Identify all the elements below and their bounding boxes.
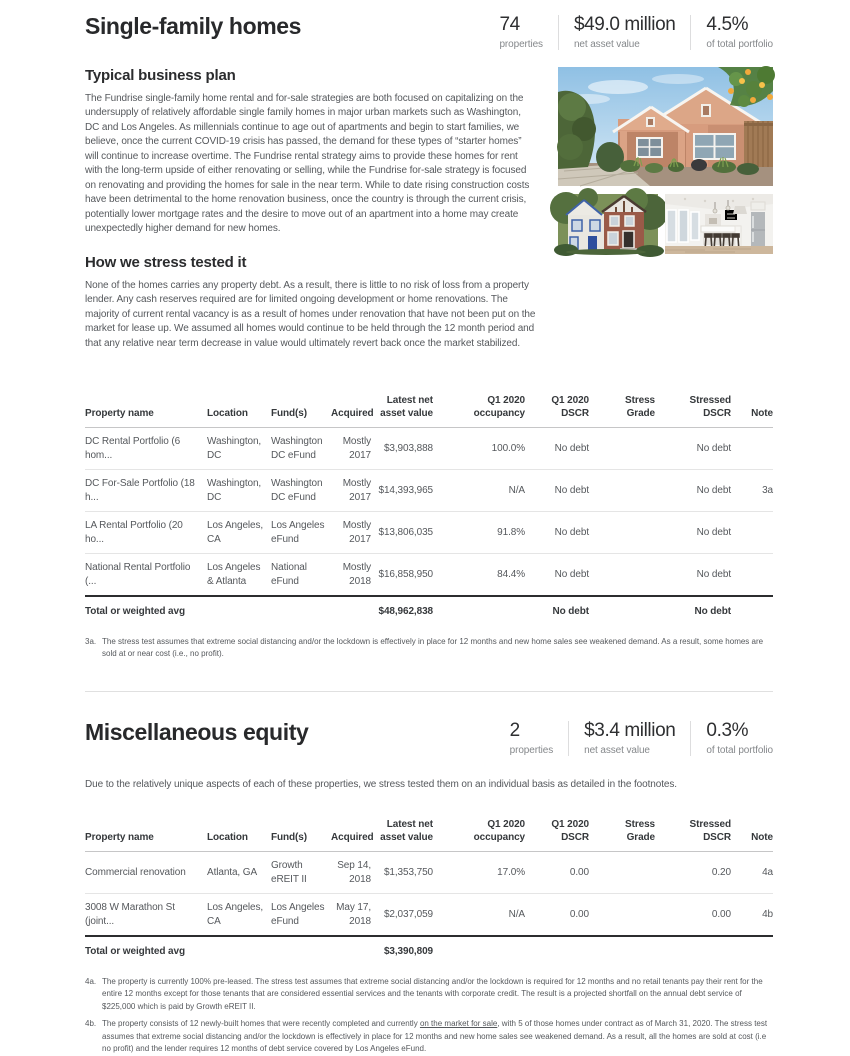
- stats-row: [510, 721, 773, 756]
- stat-value: 2: [509, 719, 520, 741]
- total-cell: [737, 936, 773, 963]
- table-cell: [595, 512, 661, 554]
- market-for-sale-link[interactable]: on the market for sale: [419, 1019, 498, 1029]
- footnote-text: The property is currently 100% pre-leased. The stress test assumes that extreme social distancing and/or the lockdown is required for 12 months and no retail tenants pay their rent for the entire 12 months except for those tenants that are considered essential services and the tenants with corporate credit. The result is a projected shortfall on the annual debt service of $225,000 which is paid by Growth eREIT II.: [102, 976, 763, 1011]
- stat-portfolio-percent: [690, 15, 773, 50]
- total-cell: [331, 936, 377, 963]
- column-header: Q1 2020 DSCR: [531, 390, 595, 428]
- footnote-text-post: , with 5 of those homes under contract as of March 31, 2020. The stress test assumes that extreme social distancing and/or the lockdown is effectively in place for 12 months and new home sales see weakened demand. As a result, all the homes are sold at cost (i.e no profit) and the lender requires 12 months of debt service covered by Los Angeles eFund.: [102, 1019, 768, 1054]
- stat-value: 0.3%: [706, 719, 749, 741]
- table-cell: $16,858,950: [378, 569, 433, 581]
- single-family-house-photo: [558, 67, 773, 186]
- column-header: Acquired: [331, 390, 377, 428]
- stat-value: $3.4 million: [584, 719, 676, 741]
- table-cell: No debt: [661, 470, 737, 512]
- table-cell: No debt: [531, 512, 595, 554]
- stress-test-paragraph: None of the homes carries any property debt. As a result, there is little to no risk of loss from a property lender. Any cash reserves required are for limited ongoing development or home renovations. The majority of current rental vacancy is as a result of homes under renovation that have not been put on the market for lease up. We assumed all homes would continue to be held through the 12 month period and that any relative near term decrease in value would ultimately revert back once the market stabilized.: [85, 279, 536, 349]
- kitchen-photo: [665, 194, 773, 254]
- total-cell: [595, 596, 661, 623]
- stat-properties: [510, 721, 568, 756]
- stat-label: net asset value: [584, 744, 650, 756]
- table-row: [85, 512, 773, 554]
- table-cell: Washington DC eFund: [271, 428, 331, 470]
- table-cell: National Rental Portfolio (...: [85, 562, 191, 587]
- table-cell: [595, 554, 661, 597]
- table-cell: Washington DC eFund: [271, 470, 331, 512]
- table-cell: Washington, DC: [207, 428, 271, 470]
- table-cell: 17.0%: [439, 852, 531, 894]
- column-header: Property name: [85, 814, 207, 852]
- section-divider: [85, 691, 773, 692]
- column-header: Acquired: [331, 814, 377, 852]
- business-plan-paragraph: The Fundrise single-family home rental and for-sale strategies are both focused on capitalizing on the undersupply of relatively affordable single family homes in major urban markets such as Washington, DC and Los Angeles. As millennials continue to age out of apartments and begin to start families, we believe, once the current COVID-19 crisis has passed, the demand for these types of “starter homes” will continue to increase overtime. The Fundrise rental strategy aims to provide these homes for rent with the long-term upside of either renovating or selling, while the Fundrise for-sale strategy is focused on renovating and providing the homes for sale in the near term. While to date rising construction costs have been detrimental to the home renovation business, once the country is through the current crisis, potentially lower mortgage rates and the desire to move out of an apartment into a home may create unexpectedly higher demand for new homes.: [85, 92, 530, 235]
- table-cell: Los Angeles, CA: [207, 512, 271, 554]
- table-cell: LA Rental Portfolio (20 ho...: [85, 512, 207, 554]
- section-title: Single-family homes: [85, 13, 302, 39]
- table-cell: 4a: [737, 852, 773, 894]
- table-cell: Mostly 2017: [331, 512, 377, 554]
- table-cell: 3008 W Marathon St (joint...: [85, 902, 175, 927]
- table-cell: Mostly 2017: [331, 428, 377, 470]
- total-cell: No debt: [661, 596, 737, 623]
- table-cell: 3a: [737, 470, 773, 512]
- table-cell: Sep 14, 2018: [331, 852, 377, 894]
- table-cell: No debt: [696, 569, 731, 581]
- table-cell: Los Angeles eFund: [271, 512, 331, 554]
- table-cell: Commercial renovation: [85, 852, 207, 894]
- column-header: Latest net asset value: [377, 814, 439, 852]
- table-cell: [737, 554, 773, 597]
- total-cell: [271, 936, 331, 963]
- tudor-house-photo: [558, 194, 658, 254]
- business-plan-heading: Typical business plan: [85, 66, 236, 84]
- table-cell: Los Angeles eFund: [271, 902, 325, 927]
- footnote-id: 3a.: [85, 636, 97, 646]
- table-cell: 0.00: [531, 852, 595, 894]
- column-header: Location: [207, 390, 271, 428]
- stat-net-asset-value: [558, 15, 690, 50]
- footnote-text: The stress test assumes that extreme social distancing and/or the lockdown is effectively in place for 12 months and new home sales see weakened demand. As a result, some homes are sold at or near cost (i.e., no profit).: [102, 636, 764, 659]
- column-header: Stress Grade: [595, 390, 661, 428]
- table-cell: 91.8%: [439, 512, 531, 554]
- footnote-text-pre: The property consists of 12 newly-built homes that were recently completed and currently: [102, 1019, 420, 1029]
- misc-intro-paragraph: Due to the relatively unique aspects of each of these properties, we stress tested them on an individual basis as detailed in the footnotes.: [85, 778, 677, 790]
- table-cell: 84.4%: [497, 569, 525, 581]
- column-header: Q1 2020 occupancy: [439, 814, 531, 852]
- table-cell: 0.00: [569, 909, 589, 921]
- single-family-footnotes: [85, 636, 773, 661]
- table-cell: N/A: [439, 470, 531, 512]
- table-cell: $13,806,035: [377, 512, 439, 554]
- column-header: Fund(s): [271, 390, 331, 428]
- total-cell: [207, 936, 271, 963]
- table-row: [85, 894, 773, 937]
- misc-equity-footnotes: [85, 976, 773, 1056]
- column-header: Note: [737, 390, 773, 428]
- table-cell: N/A: [508, 909, 525, 921]
- stat-portfolio-percent: [690, 721, 773, 756]
- total-cell: [271, 596, 331, 623]
- table-row: [85, 428, 773, 470]
- footnote-id: 4b.: [85, 1019, 97, 1029]
- stat-properties: [499, 15, 557, 50]
- total-cell: [439, 596, 531, 623]
- column-header: Property name: [85, 390, 207, 428]
- column-header: Q1 2020 DSCR: [531, 814, 595, 852]
- table-header-row: [85, 814, 773, 852]
- stats-row: [499, 15, 773, 50]
- total-cell: [661, 936, 737, 963]
- table-cell: No debt: [661, 512, 737, 554]
- total-cell: [207, 596, 271, 623]
- table-cell: [595, 470, 661, 512]
- column-header: Fund(s): [271, 814, 331, 852]
- total-cell: $48,962,838: [377, 596, 439, 623]
- table-cell: Mostly 2018: [342, 562, 371, 587]
- table-cell: [595, 428, 661, 470]
- table-cell: 0.00: [711, 909, 731, 921]
- section-title: Miscellaneous equity: [85, 718, 309, 745]
- footnote-4b: [85, 1018, 773, 1056]
- table-cell: 100.0%: [439, 428, 531, 470]
- total-cell: Total or weighted avg: [85, 936, 207, 963]
- table-header-row: [85, 390, 773, 428]
- table-row: [85, 554, 773, 597]
- table-cell: No debt: [531, 470, 595, 512]
- footnote-id: 4a.: [85, 976, 97, 986]
- total-cell: [331, 596, 377, 623]
- stat-label: net asset value: [573, 38, 640, 50]
- column-header: Q1 2020 occupancy: [439, 390, 531, 428]
- table-total-row: [85, 936, 773, 963]
- table-cell: [595, 852, 661, 894]
- table-cell: No debt: [554, 569, 589, 581]
- stat-label: properties: [499, 38, 543, 50]
- table-cell: Growth eREIT II: [271, 852, 331, 894]
- table-cell: $14,393,965: [377, 470, 439, 512]
- footnote-4a: [85, 976, 773, 1014]
- stat-label: of total portfolio: [706, 744, 773, 756]
- table-cell: 4b: [762, 909, 773, 921]
- stat-net-asset-value: [568, 721, 690, 756]
- misc-equity-table: [85, 814, 773, 963]
- table-cell: [737, 428, 773, 470]
- stat-value: $49.0 million: [573, 14, 676, 35]
- section-text-column: [85, 67, 537, 369]
- total-cell: [737, 596, 773, 623]
- table-cell: Atlanta, GA: [207, 852, 271, 894]
- table-row: [85, 470, 773, 512]
- table-cell: Los Angeles & Atlanta: [207, 562, 261, 587]
- table-cell: No debt: [661, 428, 737, 470]
- table-cell: DC For-Sale Portfolio (18 h...: [85, 470, 207, 512]
- stat-label: properties: [509, 744, 554, 756]
- table-cell: $1,353,750: [377, 852, 439, 894]
- section-single-family-homes: [85, 0, 773, 661]
- stat-value: 4.5%: [706, 14, 749, 35]
- table-cell: [737, 512, 773, 554]
- stat-label: of total portfolio: [706, 38, 773, 50]
- single-family-table: [85, 390, 773, 623]
- table-cell: National eFund: [271, 562, 307, 587]
- column-header: Location: [207, 814, 271, 852]
- table-total-row: [85, 596, 773, 623]
- table-cell: DC Rental Portfolio (6 hom...: [85, 428, 207, 470]
- column-header: Note: [737, 814, 773, 852]
- table-cell: $2,037,059: [383, 909, 433, 921]
- table-cell: May 17, 2018: [336, 902, 371, 927]
- stress-test-heading: How we stress tested it: [85, 253, 247, 271]
- total-cell: [531, 936, 595, 963]
- footnote-3a: [85, 636, 773, 661]
- section-miscellaneous-equity: [85, 719, 773, 1056]
- total-cell: [595, 936, 661, 963]
- table-cell: [595, 894, 661, 937]
- table-cell: Mostly 2017: [331, 470, 377, 512]
- total-cell: [439, 936, 531, 963]
- footnote-text: [102, 1018, 773, 1056]
- table-cell: 0.20: [661, 852, 737, 894]
- total-cell: $3,390,809: [377, 936, 439, 963]
- total-cell: Total or weighted avg: [85, 596, 207, 623]
- total-cell: No debt: [531, 596, 595, 623]
- table-cell: No debt: [531, 428, 595, 470]
- table-cell: Los Angeles, CA: [207, 902, 264, 927]
- column-header: Stressed DSCR: [661, 390, 737, 428]
- column-header: Stressed DSCR: [661, 814, 737, 852]
- table-cell: Washington, DC: [207, 470, 271, 512]
- column-header: Stress Grade: [595, 814, 661, 852]
- stat-value: 74: [499, 14, 520, 35]
- table-row: [85, 852, 773, 894]
- property-photos: [558, 67, 773, 369]
- table-cell: $3,903,888: [377, 428, 439, 470]
- column-header: Latest net asset value: [377, 390, 439, 428]
